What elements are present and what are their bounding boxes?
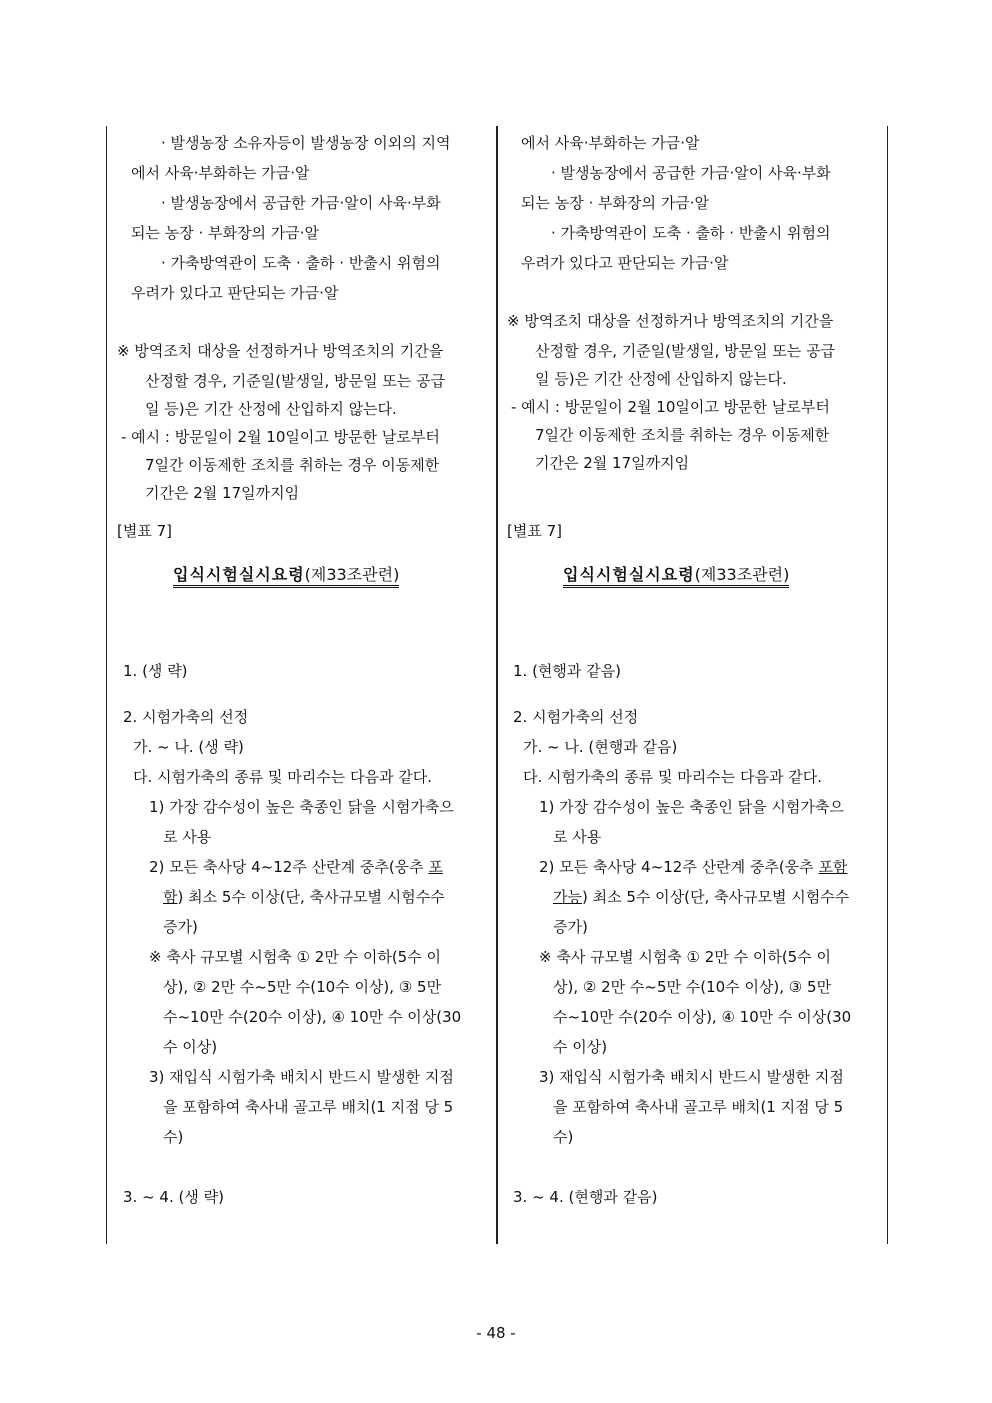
left-column	[117, 126, 487, 1244]
note-line: 상), ② 2만 수~5만 수(10수 이상), ③ 5만	[553, 978, 832, 996]
sub-item-line: 을 포함하여 축사내 골고루 배치(1 지점 당 5	[163, 1098, 454, 1116]
note-line: 산정할 경우, 기준일(발생일, 방문일 또는 공급	[535, 342, 836, 360]
text-line: · 발생농장 소유자등이 발생농장 이외의 지역	[161, 134, 451, 152]
sub-item-line: 증가)	[163, 918, 198, 936]
item-line: 가. ~ 나. (현행과 같음)	[523, 738, 678, 756]
note-line: ※ 축사 규모별 시험축 ① 2만 수 이하(5수 이	[149, 948, 441, 966]
sub-item-line	[539, 858, 847, 876]
text-span: 2) 모든 축사당 4~12주 산란계 중추(웅추	[149, 858, 429, 876]
sub-item-line: 로 사용	[553, 828, 602, 846]
amended-text: 포	[428, 858, 443, 876]
amended-text: 포함	[818, 858, 848, 876]
amended-text: 함	[163, 888, 178, 906]
appendix-title	[563, 566, 789, 584]
note-line: 수 이상)	[163, 1038, 218, 1056]
sub-item-line: 증가)	[553, 918, 588, 936]
sub-item-line: 을 포함하여 축사내 골고루 배치(1 지점 당 5	[553, 1098, 844, 1116]
title-sub: (제33조관련)	[694, 565, 790, 584]
text-line: 되는 농장 · 부화장의 가금·알	[521, 194, 709, 212]
text-line: · 가축방역관이 도축 · 출하 · 반출시 위험의	[161, 254, 441, 272]
item-line: 가. ~ 나. (생 략)	[133, 738, 244, 756]
text-line: 에서 사육·부화하는 가금·알	[521, 134, 700, 152]
right-column	[507, 126, 877, 1244]
example-line: 기간은 2월 17일까지임	[145, 484, 300, 502]
example-line: 7일간 이동제한 조치를 취하는 경우 이동제한	[145, 456, 440, 474]
note-line: 수 이상)	[553, 1038, 608, 1056]
note-line: 산정할 경우, 기준일(발생일, 방문일 또는 공급	[145, 372, 446, 390]
text-line: 에서 사육·부화하는 가금·알	[131, 164, 310, 182]
text-line: 우려가 있다고 판단되는 가금·알	[521, 254, 729, 272]
sub-item-line: 1) 가장 감수성이 높은 축종인 닭을 시험가축으	[149, 798, 454, 816]
note-line: 수~10만 수(20수 이상), ④ 10만 수 이상(30	[553, 1008, 852, 1026]
note-line: ※ 방역조치 대상을 선정하거나 방역조치의 기간을	[117, 342, 444, 360]
sub-item-line	[163, 888, 445, 906]
appendix-label: [별표 7]	[117, 522, 172, 540]
example-line: - 예시 : 방문일이 2월 10일이고 방문한 날로부터	[511, 398, 830, 416]
section-line: 1. (생 략)	[123, 662, 188, 680]
amended-text: 가능	[553, 888, 582, 906]
item-line: 다. 시험가축의 종류 및 마리수는 다음과 같다.	[523, 768, 822, 786]
section-line: 3. ~ 4. (현행과 같음)	[513, 1188, 658, 1206]
note-line: 일 등)은 기간 산정에 산입하지 않는다.	[145, 400, 397, 418]
sub-item-line: 로 사용	[163, 828, 212, 846]
title-main: 입식시험실시요령	[563, 565, 695, 584]
text-line: 우려가 있다고 판단되는 가금·알	[131, 284, 339, 302]
sub-item-line: 1) 가장 감수성이 높은 축종인 닭을 시험가축으	[539, 798, 844, 816]
title-sub: (제33조관련)	[304, 565, 400, 584]
text-line: · 가축방역관이 도축 · 출하 · 반출시 위험의	[551, 224, 831, 242]
section-line: 3. ~ 4. (생 략)	[123, 1188, 224, 1206]
note-line: 상), ② 2만 수~5만 수(10수 이상), ③ 5만	[163, 978, 442, 996]
example-line: 기간은 2월 17일까지임	[535, 454, 690, 472]
sub-item-line: 수)	[163, 1128, 184, 1146]
sub-item-line: 수)	[553, 1128, 574, 1146]
text-line: · 발생농장에서 공급한 가금·알이 사육·부화	[161, 194, 441, 212]
page-number: - 48 -	[476, 1324, 516, 1342]
appendix-title	[173, 566, 399, 584]
sub-item-line	[149, 858, 443, 876]
sub-item-line	[553, 888, 849, 906]
sub-item-line: 3) 재입식 시험가축 배치시 반드시 발생한 지점	[149, 1068, 454, 1086]
text-span: ) 최소 5수 이상(단, 축사규모별 시험수수	[581, 888, 850, 906]
text-span: 2) 모든 축사당 4~12주 산란계 중추(웅추	[539, 858, 819, 876]
appendix-label: [별표 7]	[507, 522, 562, 540]
text-line: 되는 농장 · 부화장의 가금·알	[131, 224, 319, 242]
section-line: 2. 시험가축의 선정	[513, 708, 639, 726]
item-line: 다. 시험가축의 종류 및 마리수는 다음과 같다.	[133, 768, 432, 786]
example-line: 7일간 이동제한 조치를 취하는 경우 이동제한	[535, 426, 830, 444]
title-main: 입식시험실시요령	[173, 565, 305, 584]
note-line: 수~10만 수(20수 이상), ④ 10만 수 이상(30	[163, 1008, 462, 1026]
example-line: - 예시 : 방문일이 2월 10일이고 방문한 날로부터	[121, 428, 440, 446]
section-line: 2. 시험가축의 선정	[123, 708, 249, 726]
note-line: ※ 방역조치 대상을 선정하거나 방역조치의 기간을	[507, 312, 834, 330]
note-line: ※ 축사 규모별 시험축 ① 2만 수 이하(5수 이	[539, 948, 831, 966]
text-line: · 발생농장에서 공급한 가금·알이 사육·부화	[551, 164, 831, 182]
sub-item-line: 3) 재입식 시험가축 배치시 반드시 발생한 지점	[539, 1068, 844, 1086]
column-divider	[496, 126, 498, 1244]
text-span: ) 최소 5수 이상(단, 축사규모별 시험수수	[177, 888, 445, 906]
section-line: 1. (현행과 같음)	[513, 662, 622, 680]
comparison-table	[106, 126, 888, 1244]
note-line: 일 등)은 기간 산정에 산입하지 않는다.	[535, 370, 787, 388]
